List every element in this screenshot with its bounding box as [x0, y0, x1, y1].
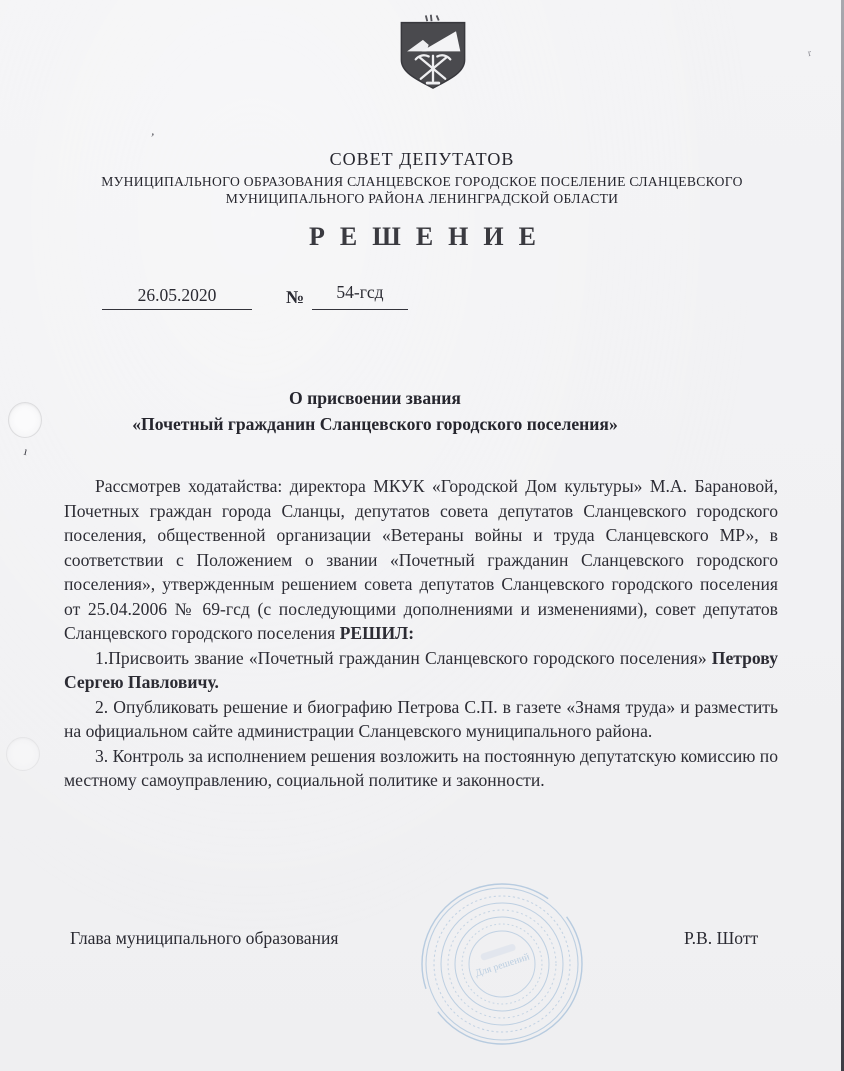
bold-run: Петрову Сергею Павловичу.	[64, 647, 778, 692]
emblem-top-marks	[426, 15, 439, 21]
paragraph	[64, 695, 778, 744]
document-type-title: РЕШЕНИЕ	[309, 222, 551, 251]
punch-hole	[8, 402, 42, 438]
scan-speck: r	[806, 47, 813, 60]
scan-speck: ’	[149, 129, 156, 146]
document-header	[0, 149, 844, 207]
document-subject	[40, 385, 710, 437]
stamp-center-text: Для решений	[473, 951, 532, 980]
org-description-line-1: МУНИЦИПАЛЬНОГО ОБРАЗОВАНИЯ СЛАНЦЕВСКОЕ ГОРОДСКОЕ ПОСЕЛЕНИЕ СЛАНЦЕВСКОГО	[101, 173, 743, 189]
subject-line-2: «Почетный гражданин Сланцевского городского поселения»	[132, 414, 618, 434]
date-field: 26.05.2020	[102, 285, 252, 310]
text-run: 2. Опубликовать решение и биографию Петрова С.П. в газете «Знамя труда» и разместить на официальном сайте администрации Сланцевского муниципального района.	[64, 696, 778, 741]
punch-hole	[6, 737, 40, 771]
paragraph	[64, 744, 778, 793]
bold-run: РЕШИЛ:	[339, 623, 415, 643]
text-run: 3. Контроль за исполнением решения возложить на постоянную депутатскую комиссию по местному самоуправлению, социальной политике и законности.	[64, 745, 779, 790]
scan-speck: ı	[22, 443, 30, 459]
signature-role: Глава муниципального образования	[70, 928, 339, 948]
round-stamp	[418, 880, 586, 1048]
body-text	[64, 474, 778, 793]
number-sign: №	[286, 287, 306, 307]
coat-of-arms-icon	[397, 14, 469, 96]
number-field: 54-гсд	[312, 282, 408, 310]
text-run: Рассмотрев ходатайства: директора МКУК «Городской Дом культуры» М.А. Барановой, Почетных граждан города Сланцы, депутатов совета депутатов Сланцевского городского поселения, общественной организации «Ветераны войны и труда Сланцевского МР», в соответствии с Положением о звании «Почетный гражданин Сланцевского городского поселения», утвержденным решением совета депутатов Сланцевского городского поселения от 25.04.2006 № 69-гсд (с последующими дополнениями и изменениями), совет депутатов Сланцевского городского поселения	[64, 476, 778, 643]
paragraph	[64, 474, 778, 646]
org-name-line: СОВЕТ ДЕПУТАТОВ	[329, 149, 515, 169]
paragraph	[64, 646, 778, 695]
signature-name: Р.В. Шотт	[684, 928, 759, 948]
subject-line-1: О присвоении звания	[289, 388, 461, 408]
text-run: 1.Присвоить звание «Почетный гражданин Сланцевского городского поселения»	[95, 647, 712, 668]
org-description-line-2: МУНИЦИПАЛЬНОГО РАЙОНА ЛЕНИНГРАДСКОЙ ОБЛАСТИ	[225, 190, 619, 206]
